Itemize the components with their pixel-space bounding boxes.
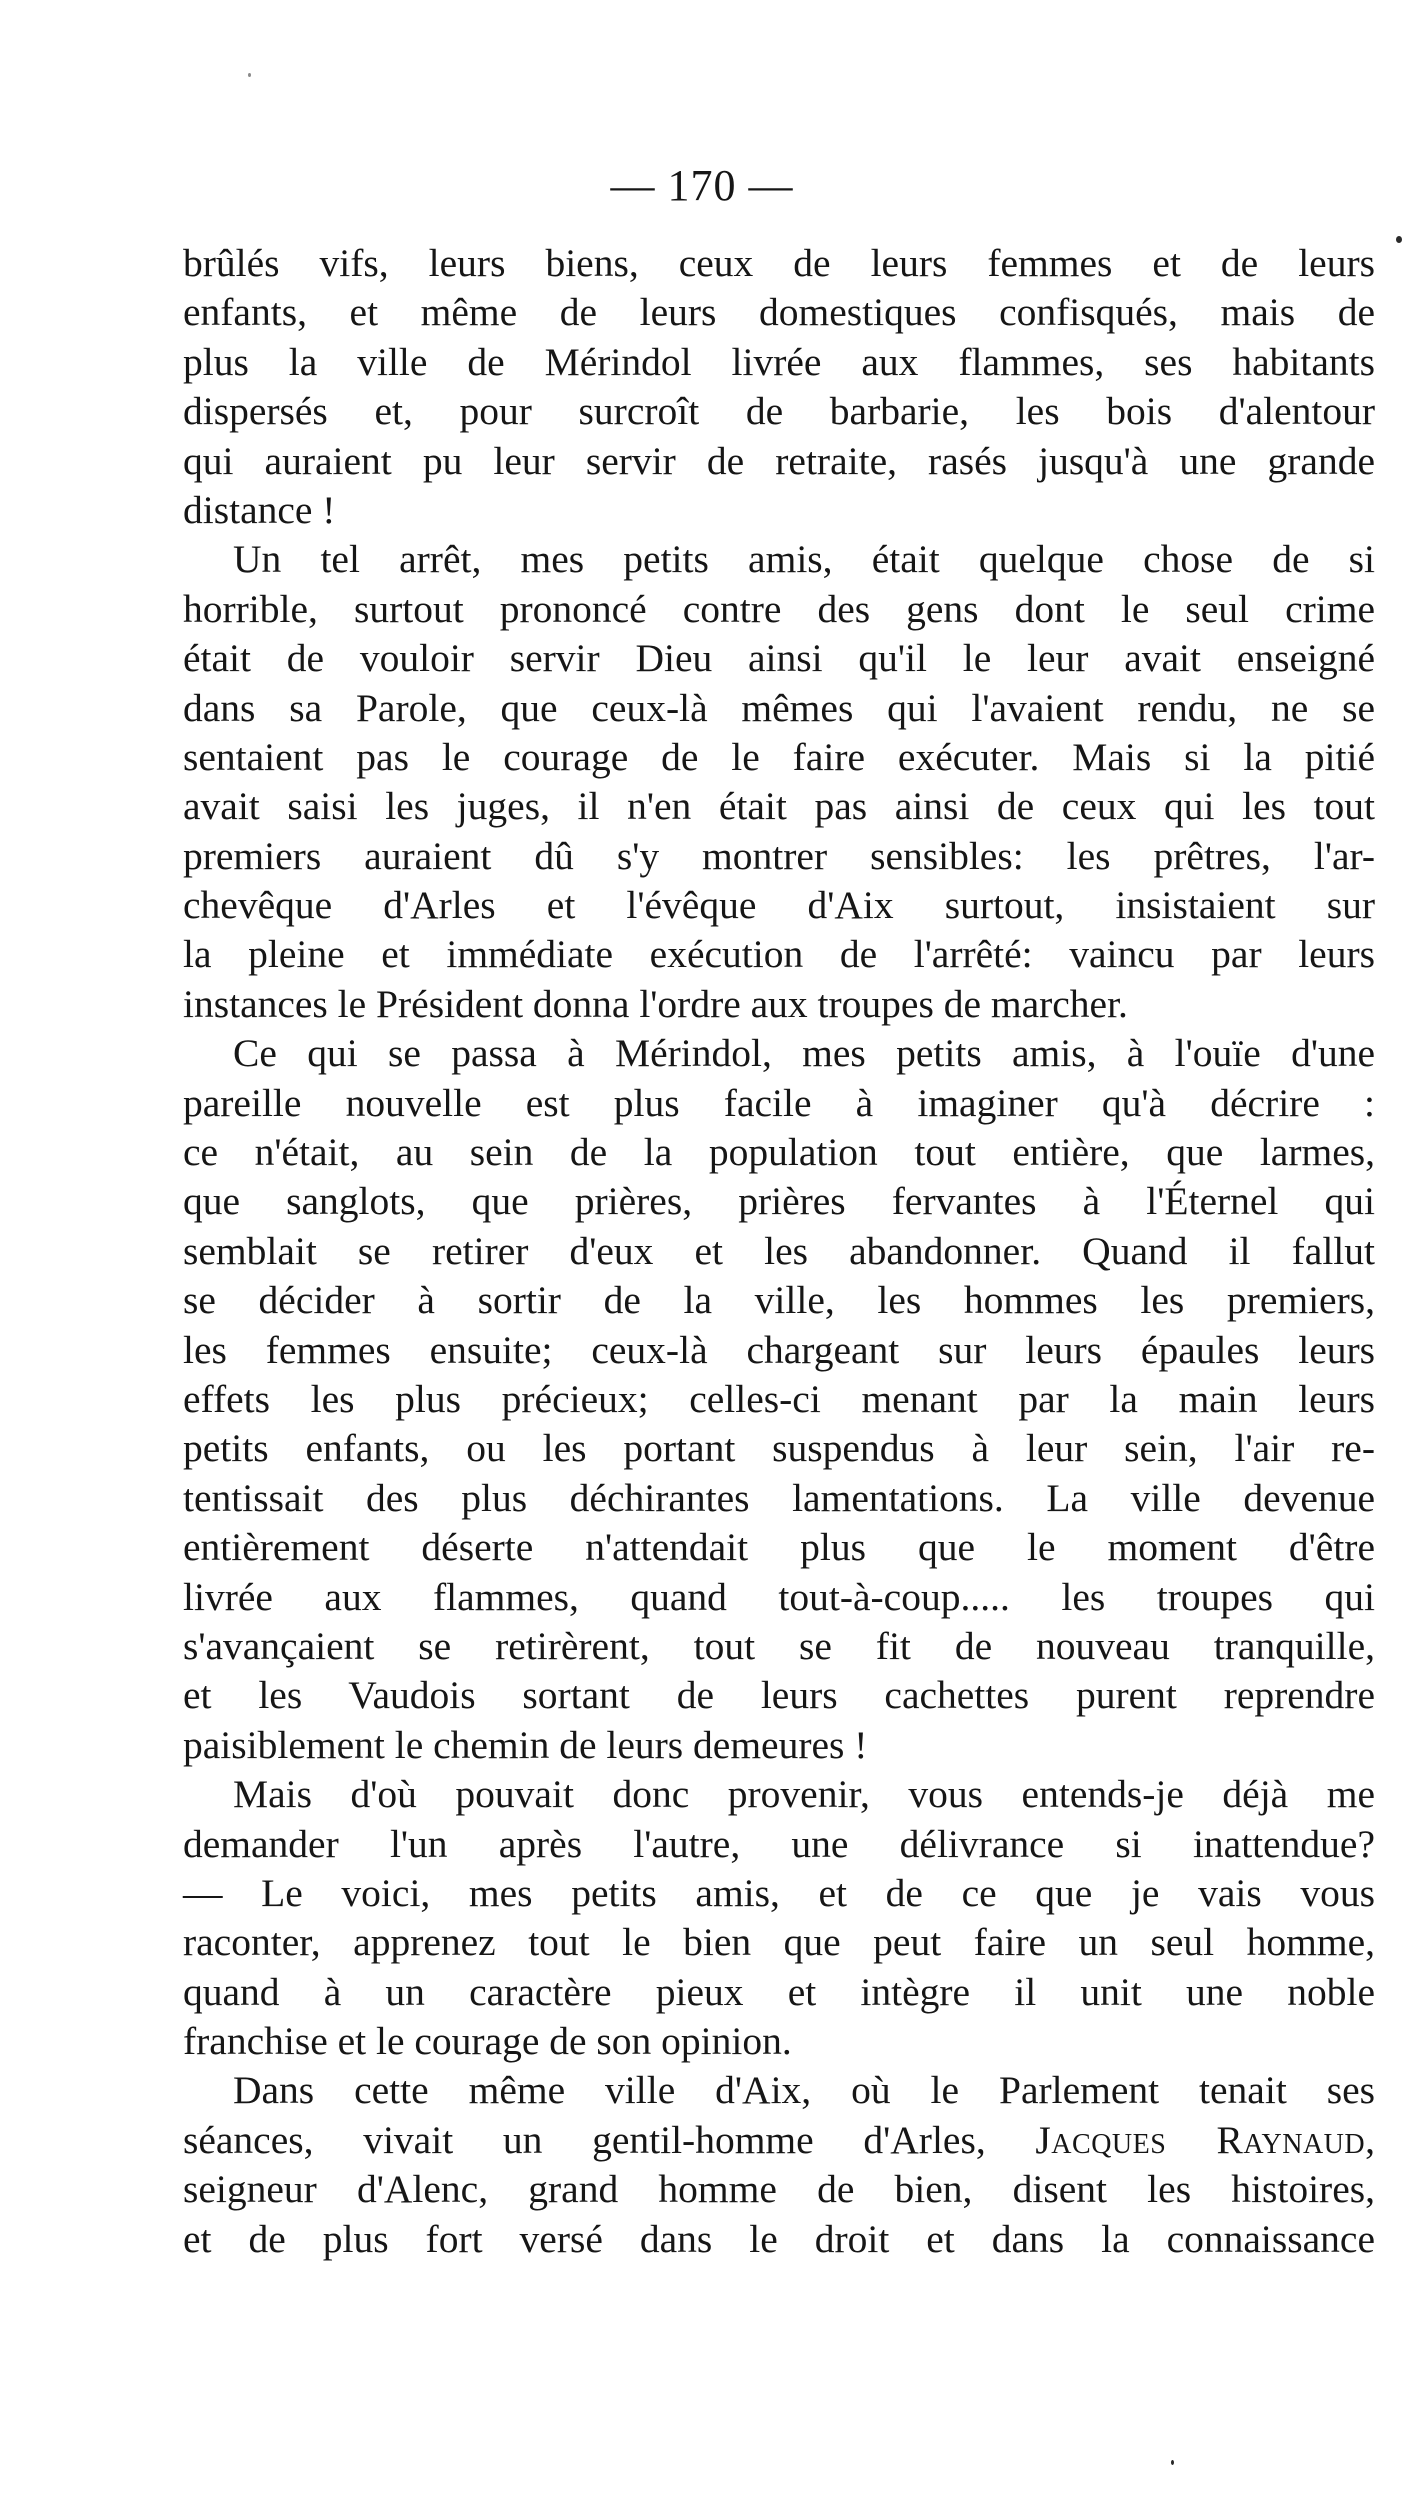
text-line: était de vouloir servir Dieu ainsi qu'il le leur avait enseigné (183, 636, 1375, 681)
text-line: la pleine et immédiate exécution de l'arrêté: vaincu par leurs (183, 932, 1375, 977)
text-line: les femmes ensuite; ceux-là chargeant sur leurs épaules leurs (183, 1327, 1375, 1372)
text-line: ce n'était, au sein de la population tout entière, que larmes, (183, 1130, 1375, 1175)
text-line: et de plus fort versé dans le droit et dans la connaissance (183, 2216, 1375, 2261)
text-line: chevêque d'Arles et l'évêque d'Aix surtout, insistaient sur (183, 883, 1375, 928)
text-line: semblait se retirer d'eux et les abandonner. Quand il fallut (183, 1228, 1375, 1273)
text-line: qui auraient pu leur servir de retraite, rasés jusqu'à une grande (183, 438, 1375, 483)
text-line: distance ! (183, 487, 336, 532)
text-line: — Le voici, mes petits amis, et de ce que je vais vous (183, 1870, 1375, 1915)
text-line: séances, vivait un gentil-homme d'Arles, Jacques Raynaud, (183, 2117, 1375, 2162)
text-line: quand à un caractère pieux et intègre il unit une noble (183, 1969, 1375, 2014)
paper-speck (248, 73, 251, 77)
text-line: Dans cette même ville d'Aix, où le Parlement tenait ses (233, 2068, 1375, 2113)
text-line: entièrement déserte n'attendait plus que le moment d'être (183, 1525, 1375, 1570)
body-text (183, 239, 1375, 2264)
text-line: petits enfants, ou les portant suspendus à leur sein, l'air re- (183, 1426, 1375, 1471)
paper-speck (1171, 2460, 1174, 2465)
text-line: s'avançaient se retirèrent, tout se fit de nouveau tranquille, (183, 1623, 1375, 1668)
text-line: dispersés et, pour surcroît de barbarie, les bois d'alentour (183, 389, 1375, 434)
text-line: dans sa Parole, que ceux-là mêmes qui l'avaient rendu, ne se (183, 685, 1375, 730)
text-line: Un tel arrêt, mes petits amis, était quelque chose de si (233, 537, 1375, 582)
text-line: seigneur d'Alenc, grand homme de bien, disent les histoires, (183, 2167, 1375, 2212)
page-number: — 170 — (610, 161, 794, 210)
text-line: horrible, surtout prononcé contre des gens dont le seul crime (183, 586, 1375, 631)
text-line: sentaient pas le courage de le faire exécuter. Mais si la pitié (183, 734, 1375, 779)
text-line: et les Vaudois sortant de leurs cachettes purent reprendre (183, 1673, 1375, 1718)
text-line: premiers auraient dû s'y montrer sensibles: les prêtres, l'ar- (183, 833, 1375, 878)
text-line: instances le Président donna l'ordre aux troupes de marcher. (183, 981, 1128, 1026)
text-line: Ce qui se passa à Mérindol, mes petits amis, à l'ouïe d'une (233, 1031, 1375, 1076)
text-line: Mais d'où pouvait donc provenir, vous entends-je déjà me (233, 1772, 1375, 1817)
text-line: effets les plus précieux; celles-ci menant par la main leurs (183, 1376, 1375, 1421)
text-line: enfants, et même de leurs domestiques confisqués, mais de (183, 290, 1375, 335)
text-line: tentissait des plus déchirantes lamentations. La ville devenue (183, 1475, 1375, 1520)
text-line: franchise et le courage de son opinion. (183, 2019, 792, 2064)
text-line: avait saisi les juges, il n'en était pas ainsi de ceux qui les tout (183, 784, 1375, 829)
text-line: demander l'un après l'autre, une délivrance si inattendue? (183, 1821, 1375, 1866)
text-line: brûlés vifs, leurs biens, ceux de leurs femmes et de leurs (183, 241, 1375, 285)
text-line: pareille nouvelle est plus facile à imaginer qu'à décrire : (183, 1080, 1375, 1125)
text-line: livrée aux flammes, quand tout-à-coup..... les troupes qui (183, 1574, 1375, 1619)
text-line: raconter, apprenez tout le bien que peut faire un seul homme, (183, 1920, 1375, 1965)
text-line: se décider à sortir de la ville, les hommes les premiers, (183, 1278, 1375, 1323)
paper-speck (1396, 236, 1402, 243)
text-line: que sanglots, que prières, prières fervantes à l'Éternel qui (183, 1179, 1375, 1224)
proper-name: Jacques Raynaud (1035, 2117, 1366, 2162)
text-line: plus la ville de Mérindol livrée aux flammes, ses habitants (183, 339, 1375, 384)
text-line: paisiblement le chemin de leurs demeures ! (183, 1722, 868, 1767)
